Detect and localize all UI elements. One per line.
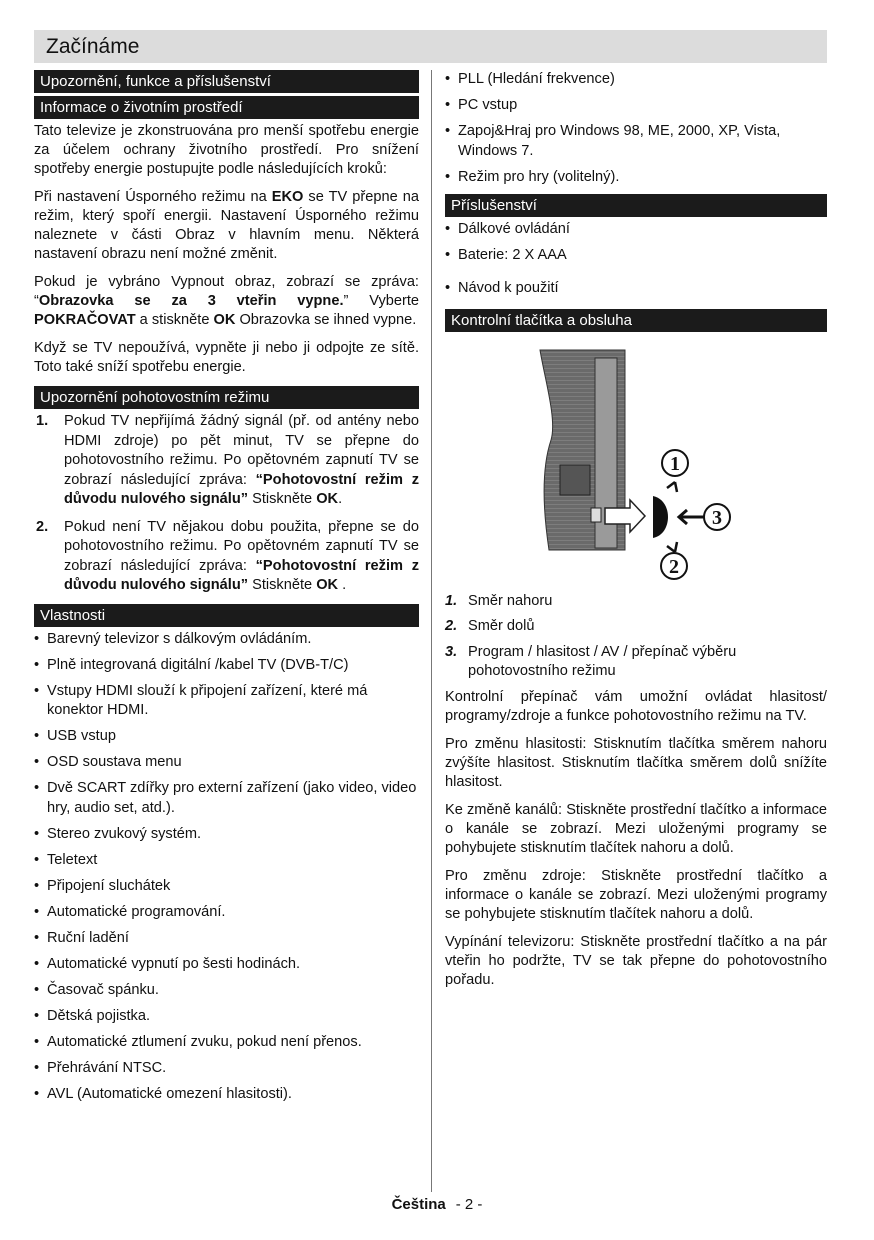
list-item: • Návod k použití [445, 279, 827, 299]
down-arrow [667, 542, 677, 552]
caption-item [445, 643, 827, 682]
controls-description [445, 688, 827, 990]
paragraph: Kontrolní přepínač vám umožní ovládat hlasitost/ programy/zdroje a funkce pohotovostního režimu na TV. [445, 688, 827, 724]
item-key: OK [316, 491, 339, 507]
list-item: • Barevný televizor s dálkovým ovládáním. [34, 630, 419, 650]
page-number: - 2 - [455, 1196, 483, 1213]
caption-text: Směr dolů [468, 618, 535, 634]
column-divider [431, 70, 432, 1192]
figure-captions [445, 592, 827, 682]
label-1: 1 [670, 452, 680, 475]
standby-item [34, 412, 419, 510]
list-item: • Automatické ztlumení zvuku, pokud není přenos. [34, 1033, 419, 1053]
caption-item [445, 592, 827, 612]
item-text: Stiskněte [248, 577, 317, 593]
tv-port-block [560, 465, 590, 495]
list-item: • Dětská pojistka. [34, 1007, 419, 1027]
footer-language: Čeština [391, 1196, 446, 1213]
env-paragraph-1: Tato televize je zkonstruována pro menší spotřebu energie za účelem ochrany životního prostředí. Pro snížení spotřeby energie postupujte podle následujících kroků: [34, 123, 419, 177]
control-button [653, 496, 668, 538]
list-item: • Dálkové ovládání [445, 220, 827, 240]
paragraph: Vypínání televizoru: Stiskněte prostřední tlačítko a na pár vteřin ho podržte, TV se tak přepne do pohotovostního pořadu. [445, 933, 827, 988]
heading-controls: Kontrolní tlačítka a obsluha [445, 309, 827, 332]
heading-notices: Upozornění, funkce a příslušenství [34, 70, 419, 93]
page-footer [0, 1196, 874, 1213]
list-item: • Automatické vypnutí po šesti hodinách. [34, 955, 419, 975]
caption-number: 1. [445, 592, 458, 609]
heading-accessories: Příslušenství [445, 194, 827, 217]
list-item: • Zapoj&Hraj pro Windows 98, ME, 2000, XP, Vista, Windows 7. [445, 122, 827, 161]
list-item: • Připojení sluchátek [34, 877, 419, 897]
list-item: • Režim pro hry (volitelný). [445, 168, 827, 188]
left-column [34, 70, 419, 1111]
list-item: • Stereo zvukový systém. [34, 825, 419, 845]
caption-text: Program / hlasitost / AV / přepínač výběru pohotovostního režimu [468, 643, 737, 679]
list-item: • Dvě SCART zdířky pro externí zařízení (jako video, video hry, audio set, atd.). [34, 779, 419, 818]
list-item: • Automatické programování. [34, 903, 419, 923]
list-item: • Ruční ladění [34, 929, 419, 949]
up-arrow [667, 482, 677, 492]
list-item: • Teletext [34, 851, 419, 871]
item-message: “Pohotovostní režim z důvodu nulového signálu” [64, 471, 419, 507]
env-paragraph-4: Když se TV nepoužívá, vypněte ji nebo ji odpojte ze sítě. Toto také sníží spotřebu energie. [34, 340, 419, 375]
page-title: Začínáme [46, 35, 140, 58]
item-text: . [338, 577, 347, 593]
caption-number: 2. [445, 618, 458, 634]
manual-list [445, 279, 827, 299]
env-paragraph-2: Při nastavení Úsporného režimu na EKO se TV přepne na režim, který spoří energii. Nastavení Úsporného režimu naleznete v části Obraz v hlavním menu. Některá nastavení obrazu není možné změnit. [34, 189, 419, 262]
list-item: • AVL (Automatické omezení hlasitosti). [34, 1085, 419, 1105]
item-text: Pokud TV nepřijímá žádný signál (př. od antény nebo HDMI zdroje) po pět minut, TV se přepne do pohotovostního režimu. Po opětovném zapnutí TV se zobrazí následující zpráva: [64, 413, 419, 488]
caption-number: 3. [445, 643, 458, 660]
list-item: • Vstupy HDMI slouží k připojení zařízení, které má konektor HDMI. [34, 682, 419, 721]
list-item: • PLL (Hledání frekvence) [445, 70, 827, 90]
control-switch [591, 508, 601, 522]
item-message: “Pohotovostní režim z důvodu nulového signálu” [64, 557, 419, 593]
standby-list [34, 412, 419, 596]
list-item: • Časovač spánku. [34, 981, 419, 1001]
item-text: Pokud není TV nějakou dobu použita, přepne se do pohotovostního režimu. Po opětovném zapnutí TV se zobrazí následující zpráva: [64, 518, 419, 574]
list-item: • USB vstup [34, 727, 419, 747]
tv-control-illustration [445, 340, 827, 588]
item-text: Stiskněte [248, 491, 317, 507]
page-title-bar [34, 30, 827, 63]
list-item: • Baterie: 2 X AAA [445, 246, 827, 266]
heading-environment: Informace o životním prostředí [34, 96, 419, 119]
paragraph: Pro změnu hlasitosti: Stisknutím tlačítka směrem nahoru zvýšíte hlasitost. Stisknutím tlačítka směrem dolů snížíte hlasitost. [445, 735, 827, 790]
label-2: 2 [669, 555, 679, 578]
heading-features: Vlastnosti [34, 604, 419, 627]
features-continued-list [445, 70, 827, 187]
item-key: OK [316, 577, 339, 593]
caption-text: Směr nahoru [468, 592, 553, 609]
env-paragraph-3: Pokud je vybráno Vypnout obraz, zobrazí se zpráva: “Obrazovka se za 3 vteřin vypne.” Vyberte POKRAČOVAT a stiskněte OK Obrazovka se ihned vypne. [34, 274, 420, 328]
list-item: • PC vstup [445, 96, 827, 116]
standby-item [34, 518, 419, 596]
item-text: . [338, 491, 343, 507]
caption-item [445, 617, 827, 637]
item-number: 2. [36, 518, 49, 535]
right-column [445, 70, 827, 999]
accessories-list [445, 220, 827, 266]
label-3: 3 [712, 506, 722, 529]
press-arrow [679, 510, 705, 524]
heading-standby: Upozornění pohotovostním režimu [34, 386, 419, 409]
list-item: • OSD soustava menu [34, 753, 419, 773]
tv-control-diagram [445, 340, 827, 588]
paragraph: Pro změnu zdroje: Stiskněte prostřední tlačítko a informace o kanále se zobrazí. Mezi uloženými programy se pohybujete stisknutím tlačítek nahoru a dolů. [445, 867, 827, 922]
item-number: 1. [36, 413, 49, 429]
paragraph: Ke změně kanálů: Stiskněte prostřední tlačítko a informace o kanále se zobrazí. Mezi uloženými programy se pohybujete stisknutím tlačítek nahoru a dolů. [445, 801, 827, 856]
list-item: • Přehrávání NTSC. [34, 1059, 419, 1079]
list-item: • Plně integrovaná digitální /kabel TV (DVB-T/C) [34, 656, 419, 676]
features-list [34, 630, 419, 1105]
